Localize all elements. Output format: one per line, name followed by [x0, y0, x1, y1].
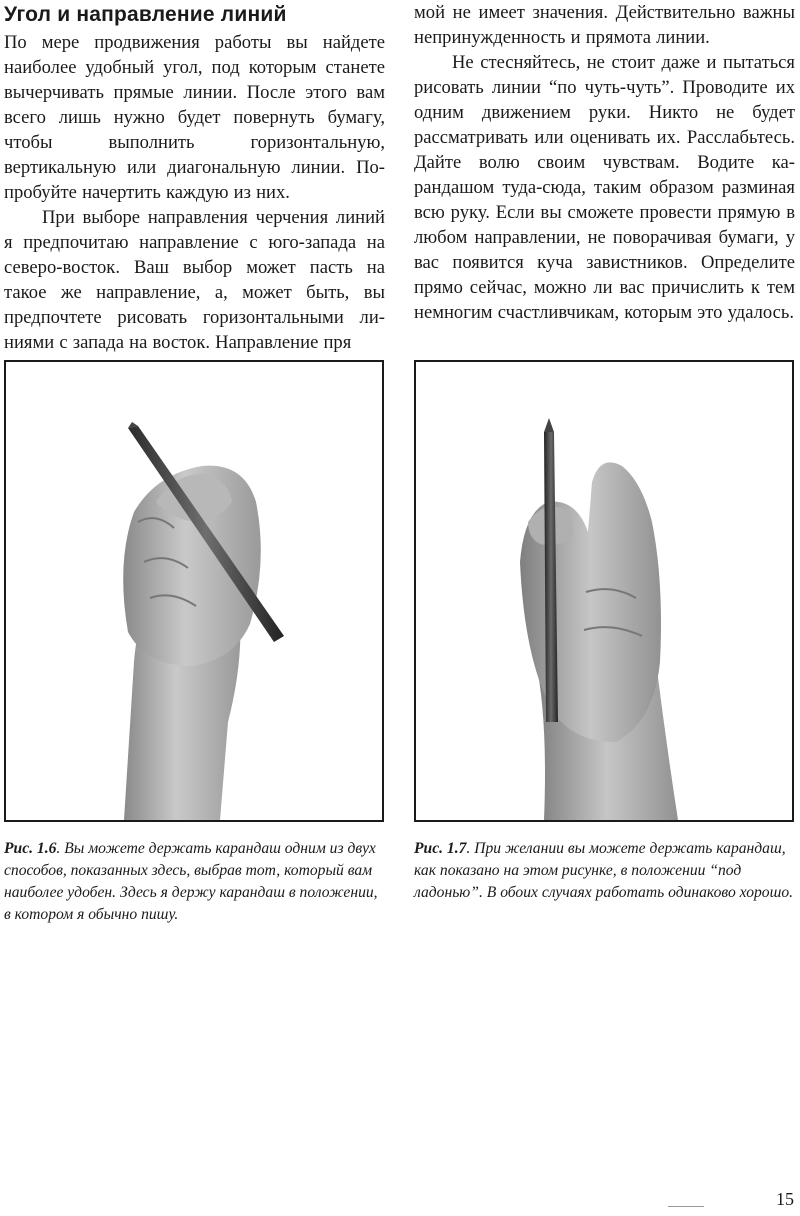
right-paragraph-2: Не стесняйтесь, не стоит даже и пытаться рисовать линии “по чуть-чуть”. Проводите их одним движением руки. Никто не будет рассматривать или оценивать их. Расслабьтесь. Дайте волю своим чувствам. Водите карандашом туда-сюда, таким образом разминая всю руку. Если вы сможете провести прямую в любом направлении, не поворачивая бумаги, у вас появится куча завистников. Определите прямо сейчас, можно ли вас причислить к тем немногим счастливчикам, которым это удалось.	[414, 52, 795, 323]
figure-caption-1-7	[414, 838, 794, 904]
figure-hand-pencil-underhand-grip	[414, 360, 794, 822]
hand-with-pencil-illustration	[416, 362, 792, 820]
right-paragraph-1: мой не имеет значения. Действительно важны непринужденность и прямота линии.	[414, 2, 795, 48]
footer-rule	[668, 1206, 704, 1207]
figure-hand-pencil-writing-grip	[4, 360, 384, 822]
left-column	[4, 0, 385, 355]
page-number: 15	[776, 1189, 794, 1209]
section-heading: Угол и направление линий	[4, 3, 287, 26]
figure-label: Рис. 1.7	[414, 840, 467, 857]
right-column	[414, 0, 795, 325]
hand-with-pencil-illustration	[6, 362, 382, 820]
left-paragraph-2: При выборе направления черчения линий я предпочитаю направление с юго-запада на северо-восток. Ваш выбор может пасть на такое же направление, а, может быть, вы предпочтете рисовать горизонтальными линиями с запада на восток. Направление пря	[4, 207, 385, 353]
figure-caption-1-6	[4, 838, 384, 926]
figure-caption-text: . Вы можете держать карандаш одним из двух способов, показанных здесь, выбрав тот, который вам наиболее удобен. Здесь я держу карандаш в положении, в котором я обычно пишу.	[4, 840, 378, 923]
figure-label: Рис. 1.6	[4, 840, 57, 857]
left-paragraph-1: По мере продвижения работы вы найдете наиболее удобный угол, под которым станете вычерчивать прямые линии. После этого вам всего лишь нужно будет повернуть бумагу, чтобы выполнить горизонтальную, вертикальную или диагональную линии. Попробуйте начертить каждую из них.	[4, 32, 385, 203]
figure-caption-text: . При желании вы можете держать карандаш, как показано на этом рисунке, в положении “под ладонью”. В обоих случаях работать одинаково хорошо.	[414, 840, 794, 901]
